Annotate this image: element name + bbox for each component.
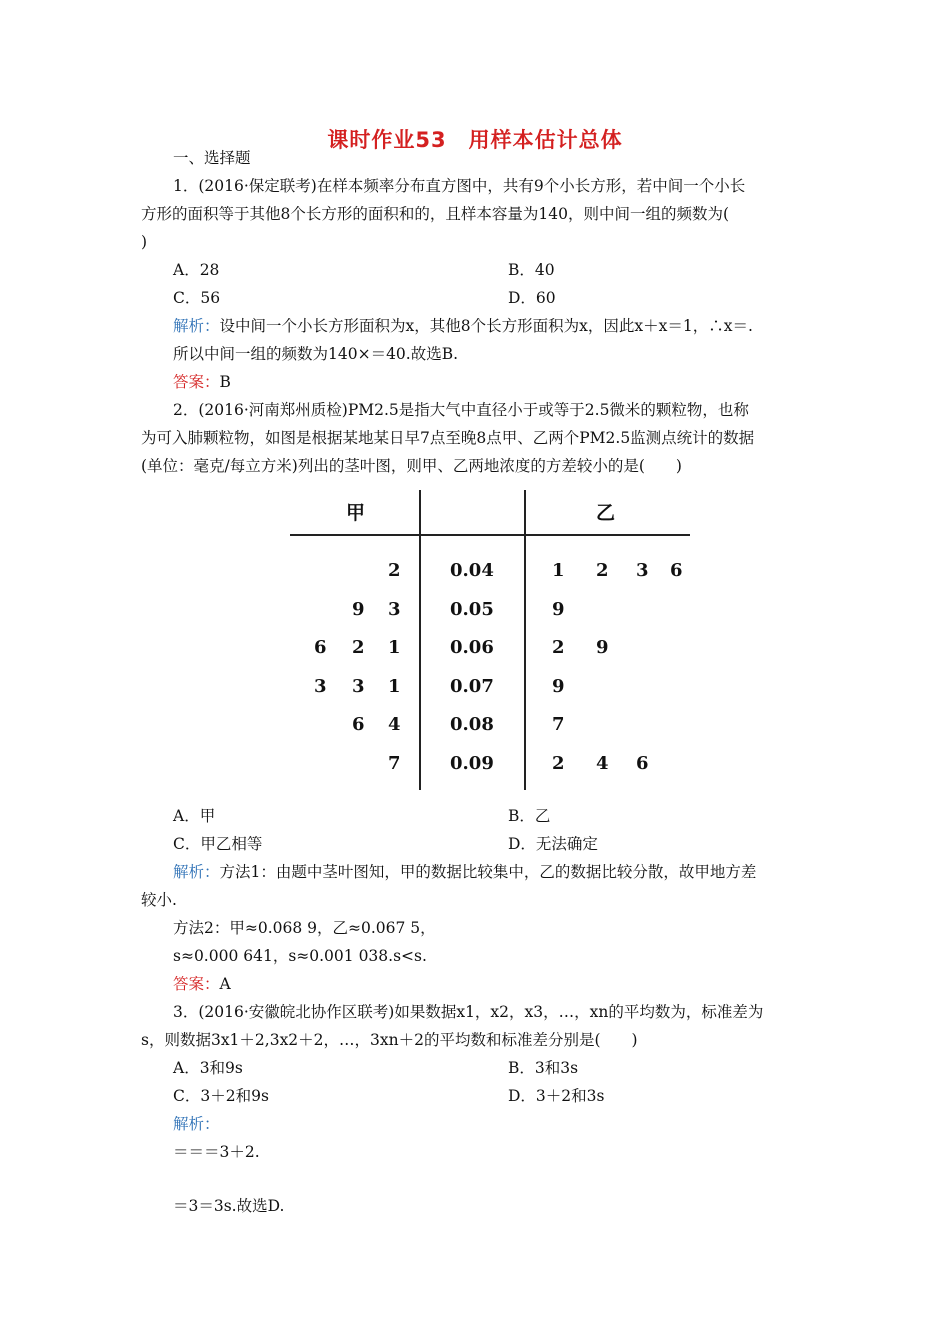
- q2-analysis-label: 解析：: [173, 863, 220, 881]
- q3-option-c: C．3＋2和9s: [173, 1087, 269, 1105]
- stem-leaf-right-leaf: 1: [552, 560, 565, 581]
- q2-option-a: A．甲: [173, 807, 216, 825]
- q1-answer-value: B: [219, 373, 231, 391]
- stem-leaf-right-leaf: 9: [596, 637, 609, 658]
- stem-leaf-left-leaf: 3: [388, 598, 401, 620]
- stem-leaf-right-leaf: 9: [552, 675, 565, 697]
- q2-answer-value: A: [219, 975, 231, 993]
- stem-leaf-left-leaf: 3: [314, 675, 327, 697]
- q3-analysis-label: 解析：: [173, 1115, 220, 1133]
- q2-option-c: C．甲乙相等: [173, 835, 263, 853]
- page-title: 课时作业53 用样本估计总体: [327, 128, 623, 152]
- q2-answer-label: 答案：: [173, 975, 220, 993]
- q1-answer-label: 答案：: [173, 373, 220, 391]
- q2-option-d: D．无法确定: [508, 835, 598, 853]
- stem-leaf-right-leaf: 3: [636, 560, 649, 581]
- q1-analysis-text: 设中间一个小长方形面积为x，其他8个长方形面积为x，因此x＋x＝1，∴x＝.: [219, 317, 753, 335]
- q3-option-a: A．3和9s: [173, 1059, 243, 1077]
- q1-answer: [173, 372, 231, 392]
- stem-leaf-right-leaf: 7: [552, 714, 565, 735]
- stem-leaf-header-divider: [290, 534, 690, 536]
- stem-leaf-stem: 0.06: [450, 637, 494, 658]
- stem-leaf-right-leaf: 2: [552, 637, 565, 658]
- stem-leaf-left-leaf: 4: [388, 714, 401, 735]
- stem-leaf-stem: 0.04: [450, 560, 494, 581]
- q2-analysis: [173, 862, 756, 882]
- stem-leaf-right-leaf: 2: [552, 752, 565, 774]
- stem-leaf-right-leaf: 2: [596, 560, 609, 581]
- q2-analysis-text: 方法1：由题中茎叶图知，甲的数据比较集中，乙的数据比较分散，故甲地方差: [219, 863, 757, 881]
- q1-option-c: C．56: [173, 289, 221, 307]
- q2-answer: [173, 974, 231, 994]
- q1-line-3: ): [141, 233, 148, 251]
- q1-option-b: B．40: [508, 261, 555, 279]
- stem-leaf-right-leaf: 4: [596, 752, 609, 774]
- stem-leaf-right-divider: [524, 490, 526, 790]
- q1-analysis: [173, 316, 753, 336]
- stem-leaf-header-jia: 甲: [346, 502, 366, 524]
- stem-leaf-stem: 0.07: [450, 675, 494, 697]
- stem-leaf-left-leaf: 1: [388, 675, 401, 697]
- q2-line-3: (单位：毫克/每立方米)列出的茎叶图，则甲、乙两地浓度的方差较小的是( ): [141, 457, 682, 475]
- section-heading: 一、选择题: [173, 149, 251, 167]
- stem-leaf-header-yi: 乙: [596, 502, 616, 524]
- stem-leaf-right-leaf: 6: [670, 560, 683, 581]
- q2-analysis-line-2: 较小.: [141, 891, 177, 909]
- stem-leaf-left-leaf: 2: [352, 637, 365, 658]
- q1-analysis-line-2: 所以中间一组的频数为140×＝40.故选B.: [173, 345, 459, 363]
- q3-line-1: 3．(2016·安徽皖北协作区联考)如果数据x1，x2，x3，…，xn的平均数为，标准差为: [173, 1003, 764, 1021]
- q1-line-1: 1．(2016·保定联考)在样本频率分布直方图中，共有9个小长方形，若中间一个小长: [173, 177, 746, 195]
- stem-leaf-right-leaf: 9: [552, 598, 565, 620]
- q1-option-d: D．60: [508, 289, 556, 307]
- stem-leaf-left-leaf: 2: [388, 560, 401, 581]
- stem-leaf-left-leaf: 7: [388, 752, 401, 774]
- stem-leaf-plot: [290, 490, 690, 790]
- stem-leaf-left-leaf: 3: [352, 675, 365, 697]
- q2-line-1: 2．(2016·河南郑州质检)PM2.5是指大气中直径小于或等于2.5微米的颗粒物，也称: [173, 401, 749, 419]
- q2-method2-line-2: s≈0.000 641，s≈0.001 038.s<s.: [173, 947, 427, 965]
- q3-calc-line-1: ＝＝＝3＋2.: [173, 1143, 260, 1161]
- stem-leaf-right-leaf: 6: [636, 752, 649, 774]
- stem-leaf-left-divider: [419, 490, 421, 790]
- stem-leaf-stem: 0.05: [450, 598, 494, 620]
- stem-leaf-stem: 0.09: [450, 752, 494, 774]
- stem-leaf-left-leaf: 9: [352, 598, 365, 620]
- q3-line-2: s，则数据3x1＋2,3x2＋2，…，3xn＋2的平均数和标准差分别是( ): [141, 1031, 638, 1049]
- stem-leaf-left-leaf: 6: [314, 637, 327, 658]
- stem-leaf-stem: 0.08: [450, 714, 494, 735]
- q1-line-2: 方形的面积等于其他8个长方形的面积和的，且样本容量为140，则中间一组的频数为(: [141, 205, 729, 223]
- stem-leaf-left-leaf: 1: [388, 637, 401, 658]
- stem-leaf-left-leaf: 6: [352, 714, 365, 735]
- q2-option-b: B．乙: [508, 807, 551, 825]
- q1-analysis-label: 解析：: [173, 317, 220, 335]
- q2-method2-line-1: 方法2：甲≈0.068 9，乙≈0.067 5，: [173, 919, 436, 937]
- q2-line-2: 为可入肺颗粒物，如图是根据某地某日早7点至晚8点甲、乙两个PM2.5监测点统计的数据: [141, 429, 755, 447]
- q3-option-d: D．3＋2和3s: [508, 1087, 605, 1105]
- q3-calc-line-2: ＝3＝3s.故选D.: [173, 1197, 285, 1215]
- q1-option-a: A．28: [173, 261, 220, 279]
- q3-option-b: B．3和3s: [508, 1059, 579, 1077]
